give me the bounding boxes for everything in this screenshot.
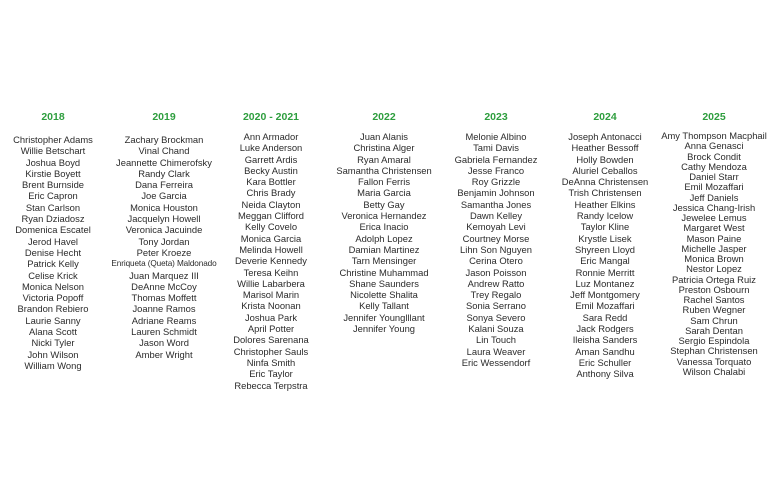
name-entry: John Wilson	[27, 348, 79, 360]
name-entry: Juan Alanis	[360, 131, 408, 142]
name-list	[215, 131, 327, 391]
name-entry: Thomas Moffett	[131, 292, 197, 304]
name-entry: Becky Austin	[244, 164, 298, 176]
name-entry: Ryan Dziadosz	[21, 213, 85, 225]
name-entry: Kemoyah Levi	[466, 221, 526, 233]
name-entry: Veronica Jacuinde	[125, 224, 203, 236]
name-entry: Laura Weaver	[466, 345, 526, 357]
name-entry: Sonya Severo	[466, 311, 526, 323]
name-entry: Vinal Chand	[138, 145, 190, 157]
name-entry: Lihn Son Nguyen	[460, 243, 532, 255]
name-entry: Jason Word	[139, 337, 189, 349]
name-entry: Andrew Ratto	[467, 277, 525, 289]
name-entry: Roy Grizzle	[471, 176, 521, 188]
name-entry: Sonia Serrano	[466, 300, 526, 312]
name-entry: Melonie Albino	[465, 131, 527, 142]
name-entry: Shane Saunders	[349, 277, 419, 289]
name-entry: Christopher Adams	[13, 134, 93, 145]
year-heading: 2024	[593, 111, 617, 123]
name-entry: Tarn Mensinger	[351, 255, 417, 267]
name-entry: Preston Osbourn	[678, 283, 750, 295]
column-2019	[108, 111, 220, 360]
name-entry: Heather Elkins	[574, 198, 636, 210]
name-entry: Patrick Kelly	[27, 258, 79, 270]
name-entry: Nicki Tyler	[31, 337, 75, 349]
name-entry: Alana Scott	[29, 326, 77, 338]
name-entry: Krista Noonan	[241, 300, 301, 312]
name-list	[0, 134, 109, 371]
name-entry: Melinda Howell	[239, 243, 303, 255]
name-entry: Randy Clark	[138, 167, 190, 179]
name-entry: Emil Mozaffari	[684, 181, 744, 193]
name-entry: Brandon Rebiero	[17, 303, 89, 315]
name-entry: Rebecca Terpstra	[234, 379, 308, 391]
name-entry: Joe Garcia	[141, 190, 187, 202]
name-entry: Ann Armador	[243, 131, 299, 142]
name-entry: Eric Mangal	[580, 255, 630, 267]
name-entry: Rachel Santos	[683, 294, 745, 305]
name-entry: Kelly Covelo	[244, 221, 298, 233]
name-entry: Vanessa Torquato	[676, 355, 752, 367]
name-list	[328, 131, 440, 334]
name-entry: Betty Gay	[363, 198, 405, 210]
name-entry: Neida Clayton	[241, 198, 301, 210]
name-entry: Tami Davis	[473, 142, 519, 154]
name-entry: Jack Rodgers	[576, 323, 634, 335]
name-entry: Enriqueta (Queta) Maldonado	[111, 259, 217, 269]
name-entry: Luke Anderson	[239, 142, 303, 154]
name-entry: Jesse Franco	[467, 164, 525, 176]
name-entry: Erica Inacio	[359, 221, 409, 233]
name-entry: Emil Mozaffari	[575, 300, 635, 312]
name-entry: Christine Muhammad	[339, 266, 429, 278]
name-entry: Monica Brown	[684, 253, 744, 264]
name-entry: Joshua Park	[244, 311, 298, 323]
name-entry: Meggan Clifford	[237, 210, 304, 222]
name-entry: Peter Kroeze	[136, 246, 192, 258]
name-entry: Ninfa Smith	[246, 356, 296, 368]
name-entry: Samantha Christensen	[336, 164, 432, 176]
name-entry: Stephan Christensen	[670, 345, 758, 357]
name-entry: Christina Alger	[353, 142, 415, 154]
name-entry: Monica Houston	[130, 201, 198, 213]
name-entry: Joshua Boyd	[25, 156, 81, 168]
name-entry: Wilson Chalabi	[682, 365, 746, 377]
name-entry: Krystle Lisek	[578, 232, 632, 244]
name-entry: Jessica Chang-Irish	[672, 201, 756, 213]
name-entry: Aman Sandhu	[575, 345, 635, 357]
name-entry: Tony Jordan	[138, 235, 190, 247]
name-entry: Eric Schuller	[578, 356, 632, 368]
name-entry: Sara Redd	[582, 311, 628, 323]
column-2022	[328, 111, 440, 334]
name-entry: Monica Nelson	[21, 280, 84, 292]
name-entry: Jennifer Young	[352, 323, 416, 335]
name-entry: Christopher Sauls	[233, 345, 309, 357]
name-entry: Samantha Jones	[460, 198, 532, 210]
name-entry: Jerod Havel	[27, 235, 79, 247]
name-entry: Eric Wessendorf	[461, 356, 531, 368]
name-entry: Teresa Keihn	[243, 266, 299, 278]
name-entry: Dana Ferreira	[135, 179, 193, 191]
name-entry: Joanne Ramos	[132, 303, 196, 315]
year-heading: 2018	[41, 111, 65, 123]
name-entry: Lauren Schmidt	[131, 326, 197, 338]
name-entry: Kirstie Boyett	[25, 167, 81, 179]
name-entry: Benjamin Johnson	[457, 187, 535, 199]
name-entry: Mason Paine	[686, 232, 742, 244]
name-entry: Nicolette Shalita	[350, 289, 418, 301]
name-entry: Ileisha Sanders	[572, 334, 638, 346]
name-entry: Taylor Kline	[580, 221, 630, 233]
name-entry: Fallon Ferris	[357, 176, 411, 188]
name-entry: William Wong	[24, 359, 82, 371]
name-entry: Jeff Montgomery	[570, 289, 640, 301]
name-entry: Chris Brady	[246, 187, 296, 199]
name-entry: Kara Bottler	[246, 176, 296, 188]
name-entry: Jennifer Younglllant	[343, 311, 425, 323]
name-entry: Sarah Dentan	[685, 324, 743, 336]
name-entry: Eric Capron	[28, 190, 78, 202]
name-entry: Trey Regalo	[470, 289, 522, 301]
name-entry: April Potter	[247, 323, 295, 335]
name-entry: Garrett Ardis	[244, 153, 298, 165]
name-entry: Adriane Reams	[131, 314, 197, 326]
name-entry: Celise Krick	[28, 269, 78, 281]
name-list	[658, 131, 768, 377]
name-entry: Dawn Kelley	[469, 210, 523, 222]
year-heading: 2019	[152, 111, 176, 123]
name-entry: Jacquelyn Howell	[127, 213, 201, 225]
name-entry: Victoria Popoff	[22, 292, 84, 304]
name-entry: Cerina Otero	[469, 255, 523, 267]
name-entry: Randy Icelow	[576, 210, 634, 222]
name-entry: Jeannette Chimerofsky	[116, 156, 212, 168]
name-entry: Jeff Daniels	[689, 191, 739, 203]
name-entry: Juan Marquez III	[129, 269, 199, 281]
name-list	[440, 131, 552, 368]
year-heading: 2023	[484, 111, 508, 123]
name-entry: Willie Labarbera	[237, 277, 305, 289]
column-2018	[0, 111, 109, 371]
name-entry: Zachary Brockman	[124, 134, 204, 145]
name-entry: Ryan Amaral	[357, 153, 411, 165]
name-entry: Joseph Antonacci	[568, 131, 642, 142]
column-2025	[658, 111, 768, 377]
name-entry: Holly Bowden	[576, 153, 634, 165]
name-entry: Monica Garcia	[240, 232, 302, 244]
name-entry: Willie Betschart	[20, 145, 86, 157]
name-entry: Aluriel Ceballos	[572, 164, 638, 176]
name-entry: Kelly Tallant	[359, 300, 409, 312]
year-heading: 2020 - 2021	[242, 111, 300, 123]
name-entry: Domenica Escatel	[15, 224, 91, 236]
name-entry: Gabriela Fernandez	[454, 153, 538, 165]
name-entry: DeAnna Christensen	[561, 176, 649, 188]
name-entry: Sergio Espindola	[678, 335, 750, 346]
column-2023	[440, 111, 552, 368]
name-entry: Anna Genasci	[684, 140, 744, 152]
name-entry: Kalani Souza	[468, 323, 524, 335]
name-entry: Veronica Hernandez	[341, 210, 427, 222]
name-entry: Margaret West	[683, 222, 745, 234]
name-entry: Stan Carlson	[25, 201, 81, 213]
name-entry: Amber Wright	[135, 348, 193, 360]
name-entry: DeAnne McCoy	[131, 280, 197, 292]
name-entry: Nestor Lopez	[686, 263, 742, 275]
name-entry: Ronnie Merritt	[575, 266, 635, 278]
column-2024	[549, 111, 661, 380]
name-entry: Laurie Sanny	[25, 314, 81, 326]
name-entry: Ruben Wegner	[682, 304, 746, 316]
name-entry: Michelle Jasper	[681, 242, 747, 254]
name-entry: Lin Touch	[476, 334, 516, 346]
year-heading: 2022	[372, 111, 396, 123]
name-entry: Amy Thompson Macphail	[661, 130, 767, 141]
name-list	[549, 131, 661, 380]
name-entry: Shyreen Lloyd	[575, 243, 635, 255]
name-entry: Jason Poisson	[465, 266, 527, 278]
name-entry: Patricia Ortega Ruiz	[672, 273, 756, 285]
year-heading: 2025	[702, 111, 726, 123]
name-entry: Maria Garcia	[357, 187, 411, 199]
name-entry: Dolores Sarenana	[233, 334, 309, 346]
name-entry: Brock Condit	[687, 150, 741, 162]
name-entry: Anthony Silva	[576, 368, 634, 380]
name-entry: Denise Hecht	[24, 246, 82, 258]
name-entry: Cathy Mendoza	[681, 160, 747, 172]
name-entry: Eric Taylor	[249, 368, 293, 380]
name-entry: Jewelee Lemus	[681, 212, 747, 223]
name-entry: Trish Christensen	[568, 187, 642, 199]
name-entry: Heather Bessoff	[571, 142, 639, 154]
name-entry: Marisol Marin	[242, 289, 300, 301]
name-entry: Brent Burnside	[21, 179, 84, 191]
name-entry: Adolph Lopez	[355, 232, 413, 244]
column-2020-2021	[215, 111, 327, 391]
name-entry: Damian Martinez	[348, 243, 420, 255]
name-entry: Luz Montanez	[575, 277, 635, 289]
name-entry: Sam Chrun	[690, 314, 738, 326]
name-list	[108, 134, 220, 360]
name-entry: Deverie Kennedy	[235, 255, 307, 267]
name-entry: Daniel Starr	[689, 171, 739, 182]
name-entry: Courtney Morse	[462, 232, 530, 244]
